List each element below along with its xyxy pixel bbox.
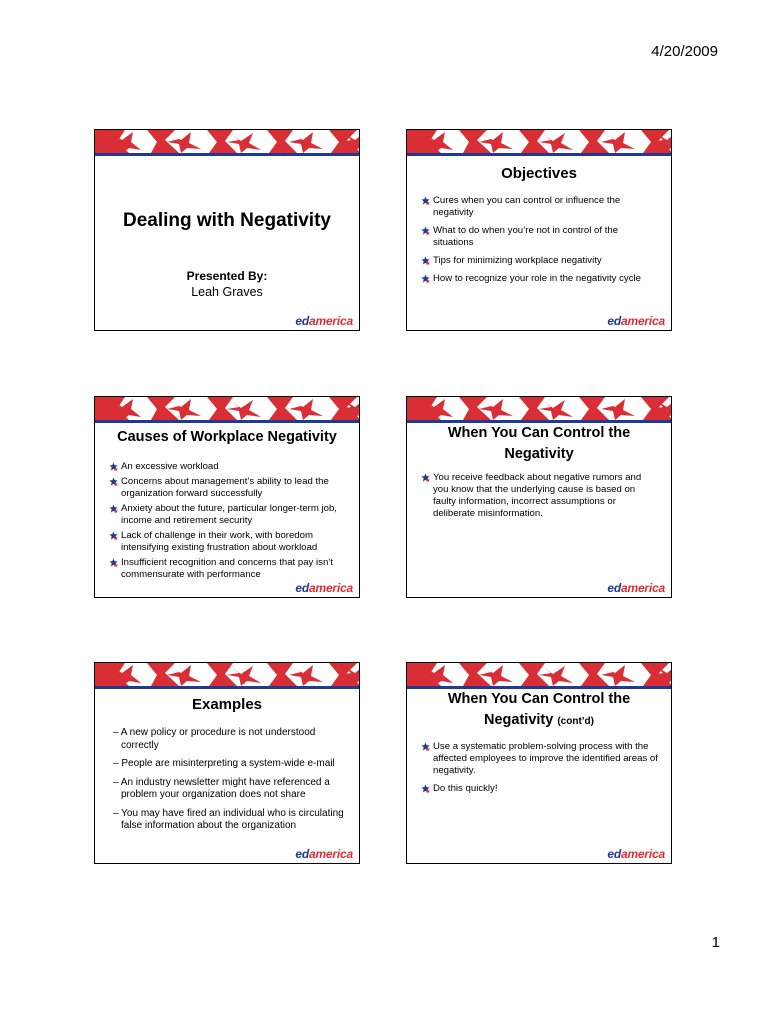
slide-heading-line2: Negativity — [504, 446, 574, 462]
presented-by-label: Presented By: — [186, 269, 268, 283]
slide-heading: Causes of Workplace Negativity — [117, 429, 337, 445]
list-item: – People are misinterpreting a system-wide e-mail — [113, 758, 335, 769]
edamerica-logo: edamerica — [295, 314, 353, 328]
star-bullet-icon — [109, 477, 118, 486]
edamerica-logo: edamerica — [295, 581, 353, 595]
slide-examples — [94, 662, 360, 864]
star-bullet-icon — [421, 274, 430, 283]
slide-when-control — [406, 396, 672, 598]
edamerica-logo: edamerica — [295, 847, 353, 861]
page-date: 4/20/2009 — [651, 43, 718, 60]
banner-rule — [407, 153, 671, 156]
banner-rule — [407, 686, 671, 689]
edamerica-logo: edamerica — [607, 847, 665, 861]
bullet-list — [423, 741, 659, 801]
slide-heading-line1: When You Can Control the — [447, 691, 631, 707]
slide-causes — [94, 396, 360, 598]
slide-banner — [95, 130, 359, 153]
banner-rule — [95, 686, 359, 689]
list-item: Insufficient recognition and concerns that pay isn’t commensurate with performance — [111, 557, 347, 581]
star-bullet-icon — [421, 784, 430, 793]
list-item: You receive feedback about negative rumors and you know that the underlying cause is based on faulty information, incorrect assumptions or deliberate misinformation. — [423, 472, 659, 520]
slide-heading-line1: When You Can Control the — [447, 425, 631, 441]
star-bullet-icon — [421, 226, 430, 235]
page-number: 1 — [711, 934, 720, 951]
slide-heading: Examples — [191, 696, 263, 713]
list-item: – You may have fired an individual who is circulating false information about the organization — [113, 807, 344, 831]
slide-heading: Objectives — [501, 165, 577, 182]
list-item: – A new policy or procedure is not understood correctly — [113, 727, 316, 751]
slide-title-text: Dealing with Negativity — [123, 210, 331, 231]
bullet-list — [111, 461, 347, 584]
slide-banner — [407, 663, 671, 686]
edamerica-logo: edamerica — [607, 581, 665, 595]
heading-text: Negativity — [484, 712, 554, 728]
banner-rule — [407, 420, 671, 423]
star-bullet-icon — [421, 256, 430, 265]
list-item: Use a systematic problem-solving process with the affected employees to improve the identified areas of negativity. — [423, 741, 659, 777]
slide-banner — [95, 663, 359, 686]
bullet-list — [423, 195, 659, 291]
list-item: Do this quickly! — [423, 783, 659, 795]
dash-list — [113, 727, 345, 839]
banner-rule — [95, 153, 359, 156]
star-bullet-icon — [109, 504, 118, 513]
list-item: – An industry newsletter might have referenced a problem your organization does not share — [113, 776, 330, 800]
list-item: Tips for minimizing workplace negativity — [423, 255, 659, 267]
slide-title — [94, 129, 360, 331]
presenter-name: Leah Graves — [191, 285, 263, 299]
slide-heading-line2 — [407, 712, 671, 728]
slide-banner — [407, 397, 671, 420]
star-bullet-icon — [421, 742, 430, 751]
star-bullet-icon — [109, 462, 118, 471]
star-bullet-icon — [421, 473, 430, 482]
list-item: An excessive workload — [111, 461, 347, 473]
slide-banner — [95, 397, 359, 420]
banner-rule — [95, 420, 359, 423]
list-item: Cures when you can control or influence the negativity — [423, 195, 659, 219]
list-item: How to recognize your role in the negativity cycle — [423, 273, 659, 285]
bullet-list — [423, 472, 659, 526]
list-item: Concerns about management’s ability to lead the organization forward successfully — [111, 476, 347, 500]
slide-objectives — [406, 129, 672, 331]
star-bullet-icon — [109, 531, 118, 540]
star-bullet-icon — [109, 558, 118, 567]
list-item: Anxiety about the future, particular longer-term job, income and retirement security — [111, 503, 347, 527]
edamerica-logo: edamerica — [607, 314, 665, 328]
list-item: Lack of challenge in their work, with boredom intensifying existing frustration about workload — [111, 530, 347, 554]
slide-banner — [407, 130, 671, 153]
slide-when-control-contd — [406, 662, 672, 864]
star-bullet-icon — [421, 196, 430, 205]
heading-suffix: (cont’d) — [557, 716, 594, 727]
list-item: What to do when you’re not in control of the situations — [423, 225, 659, 249]
